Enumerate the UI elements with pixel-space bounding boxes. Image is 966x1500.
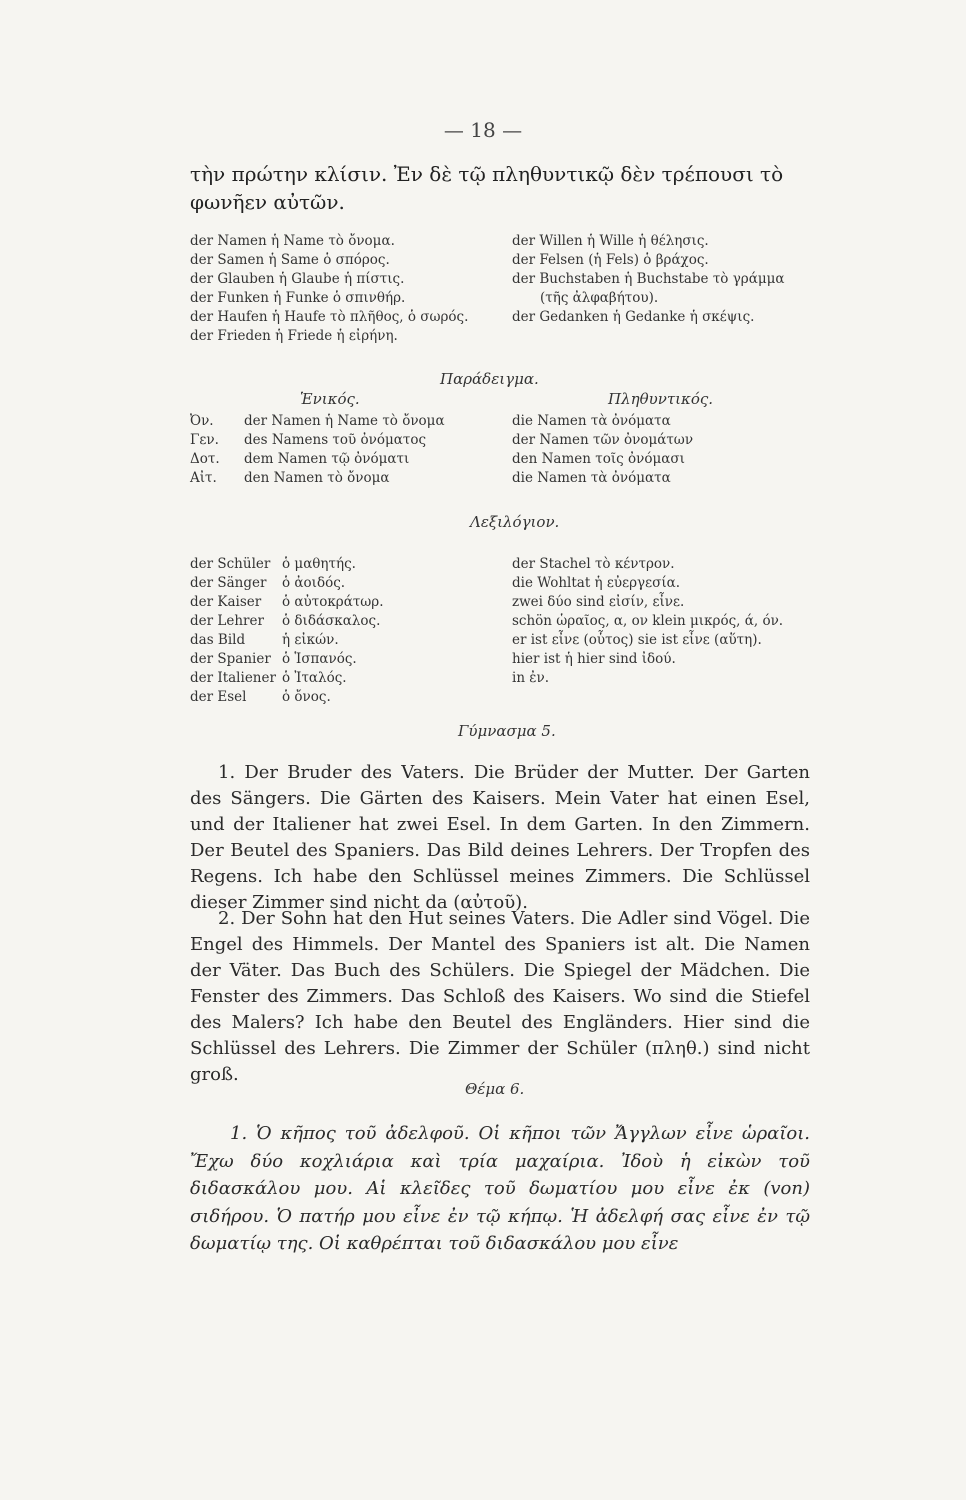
lexicon-entry xyxy=(190,555,384,574)
lexicon-german: der Italiener xyxy=(190,670,276,686)
lexicon-greek: ὁ ἀοιδός. xyxy=(282,575,346,591)
lexicon-greek: ὁ μαθητής. xyxy=(282,556,356,572)
paradigm-title: Παράδειγμα. xyxy=(440,370,539,388)
plural-form: der Namen τῶν ὀνομάτων xyxy=(512,432,694,448)
lexicon-entry xyxy=(190,574,384,593)
singular-form: der Namen ἡ Name τὸ ὄνομα xyxy=(244,413,445,429)
lexicon-entry xyxy=(190,669,384,688)
lexicon-entry: er ist εἶνε (οὗτος) sie ist εἶνε (αὕτη). xyxy=(512,632,762,648)
plural-column xyxy=(512,412,693,488)
lexicon-entry xyxy=(190,631,384,650)
lexicon-entry: der Stachel τὸ κέντρον. xyxy=(512,556,675,572)
case-labels xyxy=(190,412,220,488)
vocab-entry: der Namen ἡ Name τὸ ὄνομα. xyxy=(190,233,395,249)
lexicon-greek: ὁ αὐτοκράτωρ. xyxy=(282,594,384,610)
lexicon-greek: ἡ εἰκών. xyxy=(282,632,339,648)
vocab-entry: der Buchstaben ἡ Buchstabe τὸ γράμμα xyxy=(512,271,785,287)
lexicon-greek: ὁ Ἱσπανός. xyxy=(282,651,357,667)
lexicon-greek: ὁ διδάσκαλος. xyxy=(282,613,381,629)
lexicon-entry: die Wohltat ἡ εὐεργεσία. xyxy=(512,575,681,591)
exercise-title: Γύμνασμα 5. xyxy=(458,722,556,740)
vocab-entry: der Felsen (ἡ Fels) ὁ βράχος. xyxy=(512,252,709,268)
lexicon-entry: zwei δύο sind εἰσίν, εἶνε. xyxy=(512,594,685,610)
lexicon-left-column xyxy=(190,555,384,707)
lexicon-title: Λεξιλόγιον. xyxy=(470,513,560,531)
singular-form: dem Namen τῷ ὀνόματι xyxy=(244,451,410,467)
lexicon-entry: in ἐν. xyxy=(512,670,550,686)
lexicon-german: der Kaiser xyxy=(190,594,262,610)
lexicon-german: der Lehrer xyxy=(190,613,264,629)
lexicon-entry xyxy=(190,593,384,612)
page-number: — 18 — xyxy=(443,118,523,142)
plural-form: den Namen τοῖς ὀνόμασι xyxy=(512,451,685,467)
theme-1-paragraph: 1. Ὁ κῆπος τοῦ ἀδελφοῦ. Οἱ κῆποι τῶν Ἄγγλων εἶνε ὡραῖοι. Ἔχω δύο κοχλιάρια καὶ τρία μαχαίρια. Ἰδοὺ ἡ εἰκὼν τοῦ διδασκάλου μου. Αἱ κλεῖδες τοῦ δωματίου μου εἶνε ἐκ (von) σιδήρου. Ὁ πατήρ μου εἶνε ἐν τῷ κήπῳ. Ἡ ἀδελφή σας εἶνε ἐν τῷ δωματίῳ της. Οἱ καθρέπται τοῦ διδασκάλου μου εἶνε xyxy=(190,1123,810,1254)
lexicon-entry xyxy=(190,612,384,631)
case-label: Αἰτ. xyxy=(190,470,217,486)
plural-form: die Namen τὰ ὀνόματα xyxy=(512,413,671,429)
lexicon-german: der Spanier xyxy=(190,651,271,667)
case-label: Δοτ. xyxy=(190,451,220,467)
exercise-2-paragraph: 2. Der Sohn hat den Hut seines Vaters. Die Adler sind Vögel. Die Engel des Himmels. Der Mantel des Spaniers ist alt. Die Namen der Väter. Das Buch des Schülers. Die Spiegel der Mädchen. Die Fenster des Zimmers. Das Schloß des Kaisers. Wo sind die Stiefel des Malers? Ich habe den Beutel des Engländers. Hier sind die Schlüssel des Lehrers. Die Zimmer der Schüler (πληθ.) sind nicht groß. xyxy=(190,908,810,1085)
vocab-entry: der Glauben ἡ Glaube ἡ πίστις. xyxy=(190,271,405,287)
vocab-entry: der Samen ἡ Same ὁ σπόρος. xyxy=(190,252,390,268)
vocab-left-column xyxy=(190,232,468,346)
lexicon-german: der Esel xyxy=(190,689,247,705)
lexicon-right-column xyxy=(512,555,783,688)
vocab-entry: der Frieden ἡ Friede ἡ εἰρήνη. xyxy=(190,328,398,344)
lexicon-entry: schön ὡραῖος, α, ον klein μικρός, ά, όν. xyxy=(512,613,784,629)
vocab-entry: der Willen ἡ Wille ἡ θέλησις. xyxy=(512,233,709,249)
lexicon-german: der Sänger xyxy=(190,575,267,591)
lexicon-german: das Bild xyxy=(190,632,246,648)
vocab-entry: der Funken ἡ Funke ὁ σπινθήρ. xyxy=(190,290,406,306)
lexicon-greek: ὁ Ἰταλός. xyxy=(282,670,347,686)
exercise-1-paragraph: 1. Der Bruder des Vaters. Die Brüder der Mutter. Der Garten des Sängers. Die Gärten des Kaisers. Mein Vater hat einen Esel, und der Italiener hat zwei Esel. In dem Garten. In den Zimmern. Der Beutel des Spaniers. Das Bild deines Lehrers. Der Tropfen des Regens. Ich habe den Schlüssel meines Zimmers. Die Schlüssel dieser Zimmer sind nicht da (αὐτοῦ). xyxy=(190,762,810,913)
vocab-entry: (τῆς ἀλφαβήτου). xyxy=(540,290,659,306)
singular-column xyxy=(244,412,445,488)
vocab-right-column xyxy=(512,232,785,327)
theme-title: Θέμα 6. xyxy=(465,1080,525,1098)
lexicon-german: der Schüler xyxy=(190,556,271,572)
lexicon-entry xyxy=(190,650,384,669)
vocab-entry: der Gedanken ἡ Gedanke ἡ σκέψις. xyxy=(512,309,755,325)
vocab-entry: der Haufen ἡ Haufe τὸ πλῆθος, ὁ σωρός. xyxy=(190,309,469,325)
singular-title: Ἑνικός. xyxy=(300,390,360,408)
case-label: Ὀν. xyxy=(190,413,214,429)
intro-text: τὴν πρώτην κλίσιν. Ἐν δὲ τῷ πληθυντικῷ δὲν τρέπουσι τὸ φωνῆεν αὐτῶν. xyxy=(190,162,784,214)
case-label: Γεν. xyxy=(190,432,219,448)
plural-form: die Namen τὰ ὀνόματα xyxy=(512,470,671,486)
singular-form: den Namen τὸ ὄνομα xyxy=(244,470,390,486)
lexicon-entry xyxy=(190,688,384,707)
plural-title: Πληθυντικός. xyxy=(608,390,714,408)
lexicon-greek: ὁ ὄνος. xyxy=(282,689,331,705)
lexicon-entry: hier ist ἡ hier sind ἰδού. xyxy=(512,651,676,667)
singular-form: des Namens τοῦ ὀνόματος xyxy=(244,432,427,448)
